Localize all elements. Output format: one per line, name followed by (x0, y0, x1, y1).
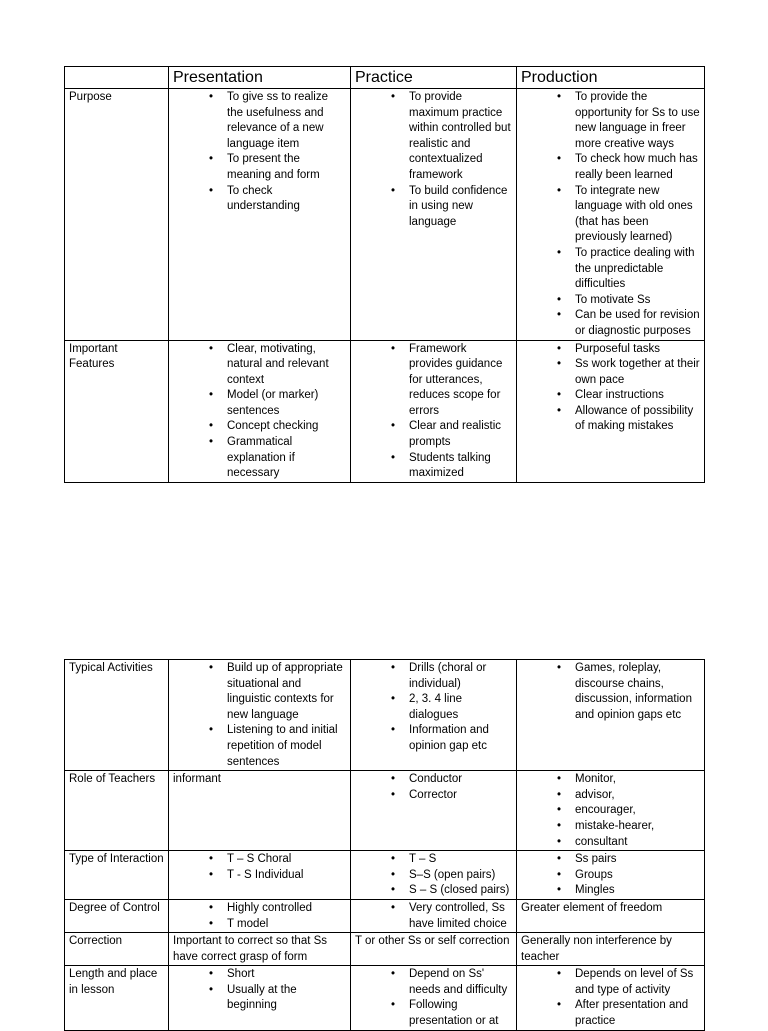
activities-practice-list (355, 661, 512, 755)
row-typical-activities (65, 660, 705, 771)
list-item: • Ss pairs (575, 852, 700, 868)
row-type-of-interaction (65, 851, 705, 900)
row-role-of-teachers (65, 771, 705, 851)
control-production-cell: Greater element of freedom (517, 899, 705, 932)
row-label-length-and-place: Length and place in lesson (65, 966, 169, 1030)
list-item: • 2, 3. 4 line dialogues (409, 692, 512, 723)
list-item: • Build up of appropriate situational and linguistic contexts for new language (227, 661, 346, 723)
list-item: • Short (227, 967, 346, 983)
purpose-practice-list (355, 90, 512, 230)
list-item: • T – S (409, 852, 512, 868)
list-item: • S – S (closed pairs) (409, 883, 512, 899)
list-item: • Mingles (575, 883, 700, 899)
row-degree-of-control (65, 899, 705, 932)
list-item: • advisor, (575, 788, 700, 804)
header-production: Production (517, 67, 705, 89)
list-item: • Monitor, (575, 772, 700, 788)
list-item: • Concept checking (227, 419, 346, 435)
list-item: • To give ss to realize the usefulness and relevance of a new language item (227, 90, 346, 152)
length-practice-cell (351, 966, 517, 1030)
features-production-list (521, 342, 700, 436)
list-item: • To practice dealing with the unpredictable difficulties (575, 246, 700, 293)
row-label-degree-of-control: Degree of Control (65, 899, 169, 932)
list-item: • T – S Choral (227, 852, 346, 868)
length-presentation-list (173, 967, 346, 1014)
role-practice-list (355, 772, 512, 803)
purpose-presentation-cell (169, 89, 351, 341)
list-item: • To build confidence in using new language (409, 184, 512, 231)
correction-practice-cell: T or other Ss or self correction (351, 933, 517, 966)
list-item: • Clear and realistic prompts (409, 419, 512, 450)
list-item: • Corrector (409, 788, 512, 804)
list-item: • Allowance of possibility of making mistakes (575, 404, 700, 435)
row-label-typical-activities: Typical Activities (65, 660, 169, 771)
role-practice-cell (351, 771, 517, 851)
list-item: • To provide the opportunity for Ss to use new language in freer more creative ways (575, 90, 700, 152)
list-item: • Drills (choral or individual) (409, 661, 512, 692)
features-practice-cell (351, 340, 517, 482)
length-production-list (521, 967, 700, 1029)
row-label-purpose: Purpose (65, 89, 169, 341)
role-production-list (521, 772, 700, 850)
interaction-presentation-list (173, 852, 346, 883)
row-label-correction: Correction (65, 933, 169, 966)
activities-production-list (521, 661, 700, 723)
list-item: • To present the meaning and form (227, 152, 346, 183)
ppp-table-top (64, 66, 705, 483)
row-label-role-of-teachers: Role of Teachers (65, 771, 169, 851)
features-presentation-cell (169, 340, 351, 482)
features-presentation-list (173, 342, 346, 482)
list-item: • Clear instructions (575, 388, 700, 404)
list-item: • mistake-hearer, (575, 819, 700, 835)
control-practice-list (355, 901, 512, 932)
role-production-cell (517, 771, 705, 851)
list-item: • Can be used for revision or diagnostic purposes (575, 308, 700, 339)
interaction-practice-list (355, 852, 512, 899)
features-practice-list (355, 342, 512, 482)
list-item: • Depends on level of Ss and type of activity (575, 967, 700, 998)
list-item: • Very controlled, Ss have limited choice (409, 901, 512, 932)
list-item: • Games, roleplay, discourse chains, discussion, information and opinion gaps etc (575, 661, 700, 723)
list-item: • Model (or marker) sentences (227, 388, 346, 419)
correction-presentation-cell: Important to correct so that Ss have correct grasp of form (169, 933, 351, 966)
features-production-cell (517, 340, 705, 482)
length-production-cell (517, 966, 705, 1030)
activities-practice-cell (351, 660, 517, 771)
list-item: • Framework provides guidance for utterances, reduces scope for errors (409, 342, 512, 420)
row-label-important-features: Important Features (65, 340, 169, 482)
list-item: • Clear, motivating, natural and relevant context (227, 342, 346, 389)
list-item: • Depend on Ss' needs and difficulty (409, 967, 512, 998)
list-item: • Purposeful tasks (575, 342, 700, 358)
activities-presentation-cell (169, 660, 351, 771)
control-presentation-cell (169, 899, 351, 932)
control-presentation-list (173, 901, 346, 932)
interaction-presentation-cell (169, 851, 351, 900)
role-presentation-cell: informant (169, 771, 351, 851)
length-presentation-cell (169, 966, 351, 1030)
purpose-presentation-list (173, 90, 346, 215)
activities-presentation-list (173, 661, 346, 770)
purpose-production-cell (517, 89, 705, 341)
row-label-type-of-interaction: Type of Interaction (65, 851, 169, 900)
list-item: • To integrate new language with old ones (that has been previously learned) (575, 184, 700, 246)
row-purpose (65, 89, 705, 341)
length-practice-list (355, 967, 512, 1029)
row-correction (65, 933, 705, 966)
header-row (65, 67, 705, 89)
list-item: • After presentation and practice (575, 998, 700, 1029)
activities-production-cell (517, 660, 705, 771)
interaction-production-cell (517, 851, 705, 900)
list-item: • Usually at the beginning (227, 983, 346, 1014)
correction-production-cell: Generally non interference by teacher (517, 933, 705, 966)
header-practice: Practice (351, 67, 517, 89)
list-item: • Grammatical explanation if necessary (227, 435, 346, 482)
list-item: • To provide maximum practice within controlled but realistic and contextualized framework (409, 90, 512, 184)
purpose-practice-cell (351, 89, 517, 341)
interaction-practice-cell (351, 851, 517, 900)
list-item: • Following presentation or at (409, 998, 512, 1029)
list-item: • S–S (open pairs) (409, 868, 512, 884)
list-item: • Conductor (409, 772, 512, 788)
list-item: • To check how much has really been learned (575, 152, 700, 183)
header-empty-cell (65, 67, 169, 89)
list-item: • T - S Individual (227, 868, 346, 884)
list-item: • To check understanding (227, 184, 346, 215)
purpose-production-list (521, 90, 700, 340)
list-item: • Ss work together at their own pace (575, 357, 700, 388)
ppp-table-bottom (64, 659, 705, 1031)
list-item: • Information and opinion gap etc (409, 723, 512, 754)
list-item: • consultant (575, 835, 700, 851)
interaction-production-list (521, 852, 700, 899)
list-item: • Listening to and initial repetition of model sentences (227, 723, 346, 770)
list-item: • Students talking maximized (409, 451, 512, 482)
list-item: • encourager, (575, 803, 700, 819)
row-important-features (65, 340, 705, 482)
list-item: • T model (227, 917, 346, 933)
control-practice-cell (351, 899, 517, 932)
row-length-and-place (65, 966, 705, 1030)
list-item: • Groups (575, 868, 700, 884)
list-item: • Highly controlled (227, 901, 346, 917)
header-presentation: Presentation (169, 67, 351, 89)
list-item: • To motivate Ss (575, 293, 700, 309)
